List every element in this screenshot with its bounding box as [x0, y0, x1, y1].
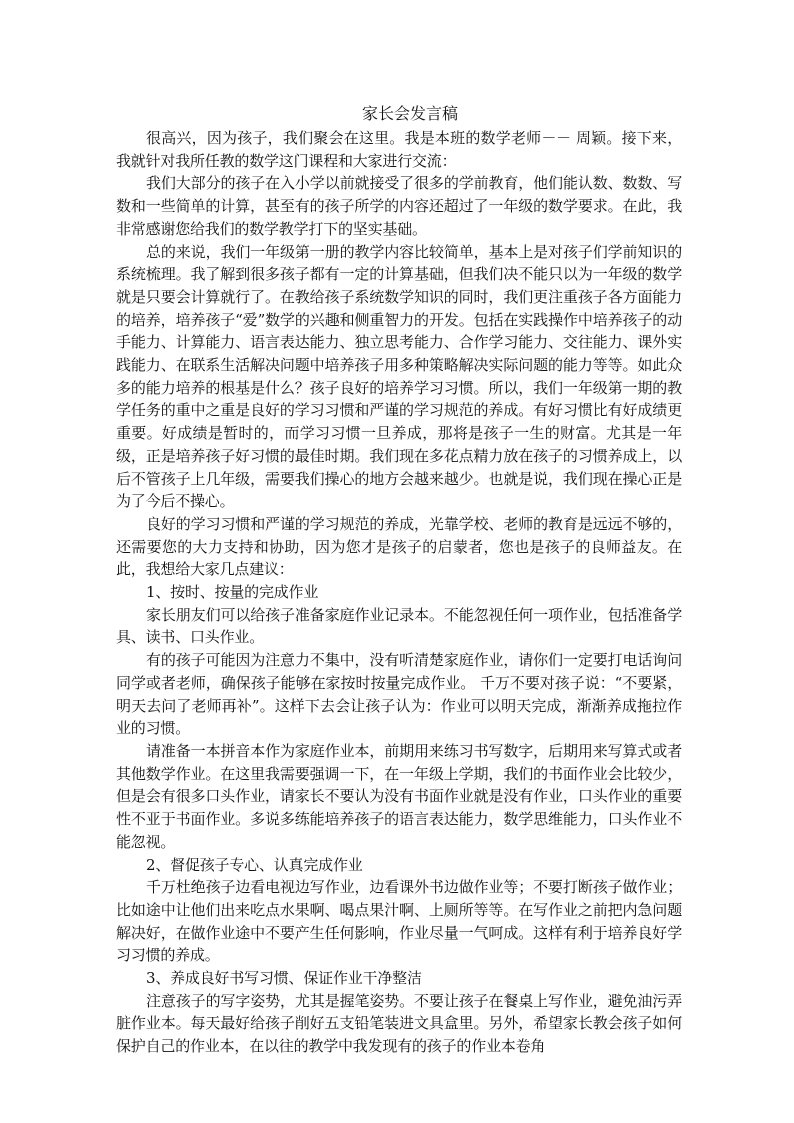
section-heading: 2、督促孩子专心、认真完成作业	[146, 855, 363, 874]
body-paragraph: 请准备一本拼音本作为家庭作业本，前期用来练习书写数字，后期用来写算式或者其他数学作业。在这里我需要强调一下，在一年级上学期，我们的书面作业会比较少，但是会有很多口头作业，请家长不要认为没有书面作业就是没有作业，口头作业的重要性不亚于书面作业。多说多练能培养孩子的语言表达能力，数学思维能力，口头作业不能忽视。	[116, 741, 682, 851]
body-paragraph: 良好的学习习惯和严谨的学习规范的养成，光靠学校、老师的教育是远远不够的，还需要您的大力支持和协助，因为您才是孩子的启蒙者，您也是孩子的良师益友。在此，我想给大家几点建议：	[116, 514, 682, 579]
body-paragraph: 有的孩子可能因为注意力不集中，没有听清楚家庭作业，请你们一定要打电话询问同学或者老师，确保孩子能够在家按时按量完成作业。 千万不要对孩子说：“不要紧，明天去问了老师再补”。这样下去会让孩子认为：作业可以明天完成，渐渐养成拖拉作业的习惯。	[116, 651, 682, 738]
body-paragraph: 千万杜绝孩子边看电视边写作业，边看课外书边做作业等；不要打断孩子做作业；比如途中让他们出来吃点水果啊、喝点果汁啊、上厕所等等。在写作业之前把内急问题解决好，在做作业途中不要产生任何影响，作业尽量一气呵成。这样有利于培养良好学习习惯的养成。	[116, 878, 682, 965]
body-paragraph: 我们大部分的孩子在入小学以前就接受了很多的学前教育，他们能认数、数数、写数和一些简单的计算，甚至有的孩子所学的内容还超过了一年级的数学要求。在此，我非常感谢您给我们的数学教学打下的坚实基础。	[116, 174, 682, 238]
document-title: 家长会发言稿	[361, 104, 458, 123]
section-heading: 1、按时、按量的完成作业	[146, 583, 319, 602]
body-paragraph: 总的来说，我们一年级第一册的教学内容比较简单，基本上是对孩子们学前知识的系统梳理。我了解到很多孩子都有一定的计算基础，但我们决不能只以为一年级的数学就是只要会计算就行了。在教给孩子系统数学知识的同时，我们更注重孩子各方面能力的培养，培养孩子“爱”数学的兴趣和侧重智力的开发。包括在实践操作中培养孩子的动手能力、计算能力、语言表达能力、独立思考能力、合作学习能力、交往能力、课外实践能力、在联系生活解决问题中培养孩子用多种策略解决实际问题的能力等等。如此众多的能力培养的根基是什么？孩子良好的培养学习习惯。所以，我们一年级第一期的教学任务的重中之重是良好的学习习惯和严谨的学习规范的养成。有好习惯比有好成绩更重要。好成绩是暂时的，而学习习惯一旦养成，那将是孩子一生的财富。尤其是一年级，正是培养孩子好习惯的最佳时期。我们现在多花点精力放在孩子的习惯养成上，以后不管孩子上几年级，需要我们操心的地方会越来越少。也就是说，我们现在操心正是为了今后不操心。	[116, 242, 682, 511]
document-page	[116, 103, 682, 1058]
document-body	[116, 127, 682, 1058]
body-paragraph: 家长朋友们可以给孩子准备家庭作业记录本。不能忽视任何一项作业，包括准备学具、读书、口头作业。	[116, 605, 682, 647]
section-heading: 3、养成良好书写习惯、保证作业干净整洁	[146, 969, 422, 988]
body-paragraph: 注意孩子的写字姿势，尤其是握笔姿势。不要让孩子在餐桌上写作业，避免油污弄脏作业本。每天最好给孩子削好五支铅笔装进文具盒里。另外，希望家长教会孩子如何保护自己的作业本，在以往的教学中我发现有的孩子的作业本卷角	[116, 991, 682, 1056]
body-paragraph: 很高兴，因为孩子，我们聚会在这里。我是本班的数学老师－－ 周颖。接下来，我就针对我所任教的数学这门课程和大家进行交流：	[116, 129, 682, 170]
